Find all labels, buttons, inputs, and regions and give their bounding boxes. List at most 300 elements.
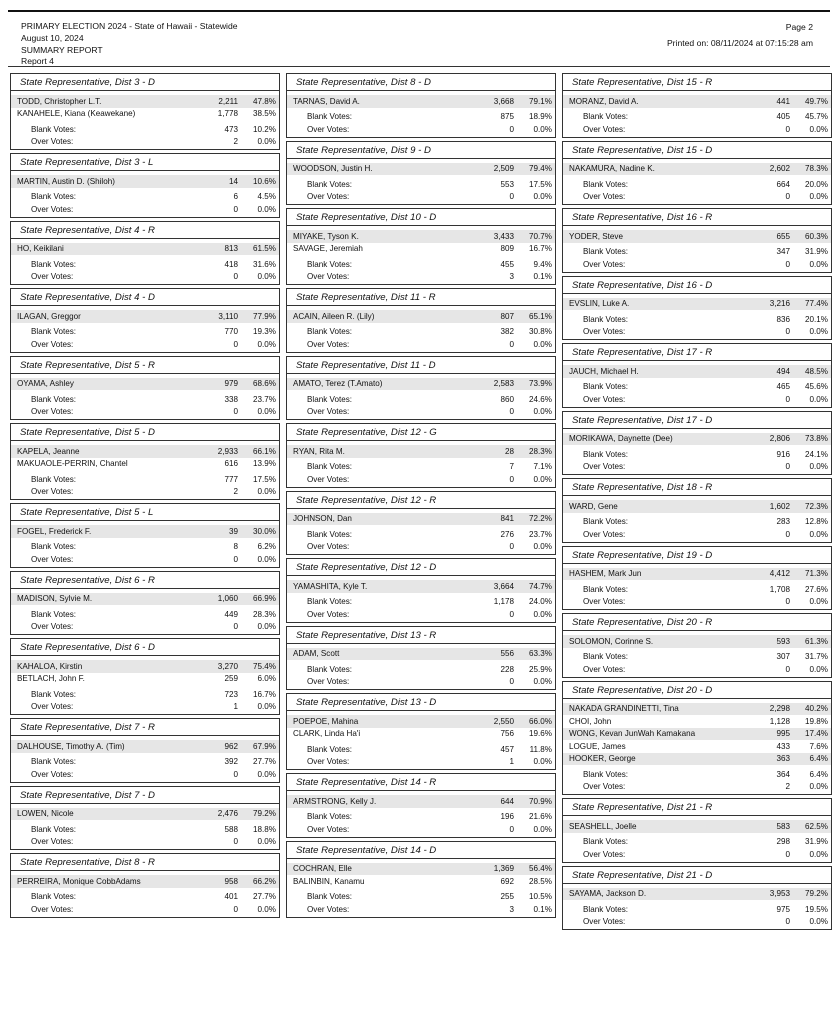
contest-box [286, 558, 556, 623]
candidate-label: SAYAMA, Jackson D. [569, 889, 647, 899]
contest-results [10, 589, 280, 636]
blank-votes-label: Blank Votes: [307, 664, 352, 674]
candidate-row [563, 365, 831, 378]
contest-box [286, 208, 556, 285]
vote-count: 455 [500, 259, 514, 269]
candidate-row [563, 703, 831, 716]
candidate-label: JAUCH, Michael H. [569, 366, 639, 376]
vote-percent: 10.2% [253, 124, 276, 134]
candidate-row [563, 568, 831, 581]
vote-count: 593 [776, 636, 790, 646]
vote-count: 0 [785, 917, 790, 927]
vote-percent: 0.0% [257, 137, 276, 147]
contest-title: State Representative, Dist 13 - R [286, 626, 556, 644]
vote-count: 616 [224, 459, 238, 469]
over-votes-row [287, 676, 555, 689]
candidate-label: KAHALOA, Kirstin [17, 661, 83, 671]
vote-percent: 0.0% [809, 394, 828, 404]
over-votes-row [287, 903, 555, 916]
vote-count: 283 [776, 517, 790, 527]
election-date: August 10, 2024 [21, 32, 84, 43]
over-votes-label: Over Votes: [307, 124, 350, 134]
vote-percent: 30.8% [529, 327, 552, 337]
candidate-label: JOHNSON, Dan [293, 514, 352, 524]
contest-box [286, 141, 556, 206]
blank-votes-label: Blank Votes: [583, 247, 628, 257]
vote-percent: 10.6% [253, 176, 276, 186]
over-votes-label: Over Votes: [583, 917, 626, 927]
blank-votes-row [287, 393, 555, 406]
over-votes-row [563, 393, 831, 406]
vote-percent: 68.6% [253, 379, 276, 389]
vote-count: 0 [233, 339, 238, 349]
contest-title: State Representative, Dist 7 - D [10, 786, 280, 804]
vote-count: 841 [500, 514, 514, 524]
vote-count: 0 [233, 204, 238, 214]
vote-count: 875 [500, 112, 514, 122]
blank-votes-label: Blank Votes: [31, 192, 76, 202]
results-column-2 [286, 73, 556, 921]
contest-title: State Representative, Dist 14 - R [286, 773, 556, 791]
blank-votes-label: Blank Votes: [583, 517, 628, 527]
contest-results [10, 171, 280, 218]
over-votes-row [11, 486, 279, 499]
contest-results [10, 804, 280, 851]
candidate-row [563, 298, 831, 311]
vote-count: 3 [509, 904, 514, 914]
vote-percent: 61.3% [805, 636, 828, 646]
vote-percent: 16.7% [529, 244, 552, 254]
vote-percent: 70.9% [529, 796, 552, 806]
vote-count: 860 [500, 394, 514, 404]
contest-title: State Representative, Dist 9 - D [286, 141, 556, 159]
contest-title: State Representative, Dist 5 - D [10, 423, 280, 441]
contest-box [562, 73, 832, 138]
over-votes-row [563, 848, 831, 861]
contest-title: State Representative, Dist 6 - R [10, 571, 280, 589]
contest-results [562, 816, 832, 863]
candidate-row [287, 230, 555, 243]
over-votes-row [287, 123, 555, 136]
vote-percent: 24.1% [805, 449, 828, 459]
vote-count: 449 [224, 609, 238, 619]
candidate-label: MIYAKE, Tyson K. [293, 231, 359, 241]
blank-votes-label: Blank Votes: [31, 542, 76, 552]
vote-count: 995 [776, 729, 790, 739]
blank-votes-row [563, 583, 831, 596]
blank-votes-label: Blank Votes: [31, 327, 76, 337]
contest-title: State Representative, Dist 18 - R [562, 478, 832, 496]
vote-percent: 0.0% [809, 327, 828, 337]
blank-votes-row [11, 756, 279, 769]
vote-percent: 18.9% [529, 112, 552, 122]
vote-count: 473 [224, 124, 238, 134]
vote-percent: 0.0% [533, 677, 552, 687]
vote-count: 433 [776, 741, 790, 751]
vote-percent: 72.2% [529, 514, 552, 524]
contest-results [10, 871, 280, 918]
blank-votes-label: Blank Votes: [31, 124, 76, 134]
vote-count: 692 [500, 876, 514, 886]
vote-count: 962 [224, 741, 238, 751]
contest-box [286, 773, 556, 838]
vote-percent: 0.0% [257, 769, 276, 779]
over-votes-label: Over Votes: [307, 192, 350, 202]
candidate-row [563, 753, 831, 766]
vote-percent: 40.2% [805, 704, 828, 714]
vote-count: 0 [509, 542, 514, 552]
vote-percent: 48.5% [805, 366, 828, 376]
contest-title: State Representative, Dist 15 - R [562, 73, 832, 91]
vote-count: 0 [509, 339, 514, 349]
candidate-row [287, 875, 555, 888]
candidate-row [287, 163, 555, 176]
over-votes-row [11, 203, 279, 216]
vote-count: 0 [233, 272, 238, 282]
contest-box [10, 786, 280, 851]
over-votes-row [287, 271, 555, 284]
candidate-row [11, 740, 279, 753]
blank-votes-label: Blank Votes: [583, 179, 628, 189]
blank-votes-label: Blank Votes: [583, 584, 628, 594]
vote-percent: 27.7% [253, 892, 276, 902]
over-votes-row [11, 271, 279, 284]
contest-box [286, 693, 556, 770]
candidate-label: HO, Keikilani [17, 244, 64, 254]
blank-votes-label: Blank Votes: [583, 769, 628, 779]
contest-box [286, 626, 556, 691]
candidate-label: RYAN, Rita M. [293, 446, 345, 456]
vote-count: 494 [776, 366, 790, 376]
over-votes-row [563, 528, 831, 541]
vote-percent: 0.0% [257, 487, 276, 497]
vote-count: 0 [233, 904, 238, 914]
election-title: PRIMARY ELECTION 2024 - State of Hawaii - Statewide [21, 21, 238, 31]
vote-percent: 0.0% [257, 339, 276, 349]
vote-count: 0 [785, 124, 790, 134]
blank-votes-label: Blank Votes: [307, 462, 352, 472]
contest-box [10, 221, 280, 286]
vote-count: 975 [776, 904, 790, 914]
vote-percent: 31.9% [805, 247, 828, 257]
vote-count: 2 [233, 487, 238, 497]
blank-votes-row [11, 258, 279, 271]
contest-box [10, 423, 280, 500]
over-votes-row [563, 663, 831, 676]
over-votes-label: Over Votes: [31, 407, 74, 417]
vote-percent: 0.0% [809, 529, 828, 539]
vote-count: 0 [509, 824, 514, 834]
contest-title: State Representative, Dist 21 - R [562, 798, 832, 816]
over-votes-label: Over Votes: [307, 904, 350, 914]
vote-count: 2 [233, 137, 238, 147]
candidate-row [287, 795, 555, 808]
over-votes-label: Over Votes: [583, 597, 626, 607]
blank-votes-label: Blank Votes: [583, 904, 628, 914]
candidate-label: PERREIRA, Monique CobbAdams [17, 876, 141, 886]
vote-percent: 67.9% [253, 741, 276, 751]
vote-percent: 0.0% [809, 192, 828, 202]
over-votes-row [11, 338, 279, 351]
vote-percent: 0.0% [257, 204, 276, 214]
candidate-label: HASHEM, Mark Jun [569, 569, 642, 579]
blank-votes-label: Blank Votes: [583, 652, 628, 662]
contest-box [286, 423, 556, 488]
vote-percent: 65.1% [529, 311, 552, 321]
vote-count: 3,433 [493, 231, 514, 241]
blank-votes-row [287, 891, 555, 904]
contest-title: State Representative, Dist 17 - D [562, 411, 832, 429]
blank-votes-row [563, 246, 831, 259]
vote-percent: 0.0% [257, 904, 276, 914]
vote-percent: 25.9% [529, 664, 552, 674]
over-votes-label: Over Votes: [583, 259, 626, 269]
vote-count: 276 [500, 529, 514, 539]
over-votes-row [11, 621, 279, 634]
vote-count: 1,369 [493, 864, 514, 874]
over-votes-label: Over Votes: [583, 394, 626, 404]
contest-box [562, 208, 832, 273]
vote-count: 836 [776, 314, 790, 324]
vote-percent: 27.6% [805, 584, 828, 594]
vote-percent: 0.0% [257, 407, 276, 417]
vote-count: 3,216 [769, 299, 790, 309]
contest-results [286, 509, 556, 556]
vote-count: 347 [776, 247, 790, 257]
candidate-label: NAKADA GRANDINETTI, Tina [569, 704, 679, 714]
vote-count: 3,664 [493, 581, 514, 591]
vote-count: 770 [224, 327, 238, 337]
over-votes-row [11, 553, 279, 566]
contest-results [10, 239, 280, 286]
over-votes-label: Over Votes: [307, 824, 350, 834]
candidate-label: NAKAMURA, Nadine K. [569, 164, 655, 174]
vote-count: 14 [228, 176, 238, 186]
vote-count: 958 [224, 876, 238, 886]
blank-votes-row [563, 651, 831, 664]
vote-count: 553 [500, 179, 514, 189]
over-votes-label: Over Votes: [583, 664, 626, 674]
candidate-row [287, 310, 555, 323]
vote-count: 756 [500, 729, 514, 739]
vote-count: 979 [224, 379, 238, 389]
vote-percent: 6.4% [809, 769, 828, 779]
blank-votes-label: Blank Votes: [583, 382, 628, 392]
vote-percent: 73.9% [529, 379, 552, 389]
candidate-label: OYAMA, Ashley [17, 379, 74, 389]
over-votes-row [563, 781, 831, 794]
contest-results [562, 226, 832, 273]
vote-count: 0 [785, 849, 790, 859]
blank-votes-row [563, 381, 831, 394]
vote-percent: 61.5% [253, 244, 276, 254]
blank-votes-row [11, 393, 279, 406]
candidate-label: TARNAS, David A. [293, 96, 360, 106]
vote-percent: 0.0% [533, 339, 552, 349]
contest-results [286, 306, 556, 353]
over-votes-label: Over Votes: [307, 677, 350, 687]
blank-votes-row [11, 123, 279, 136]
contest-results [286, 374, 556, 421]
candidate-label: COCHRAN, Elle [293, 864, 352, 874]
contest-box [562, 798, 832, 863]
vote-percent: 16.7% [253, 689, 276, 699]
candidate-row [11, 95, 279, 108]
candidate-row [11, 808, 279, 821]
candidate-label: EVSLIN, Luke A. [569, 299, 630, 309]
vote-count: 0 [233, 407, 238, 417]
blank-votes-row [287, 326, 555, 339]
contest-results [10, 91, 280, 150]
contest-box [562, 276, 832, 341]
candidate-row [563, 715, 831, 728]
over-votes-row [11, 701, 279, 714]
results-column-1 [10, 73, 280, 921]
contest-title: State Representative, Dist 8 - R [10, 853, 280, 871]
contest-box [286, 491, 556, 556]
contest-title: State Representative, Dist 4 - R [10, 221, 280, 239]
blank-votes-row [563, 836, 831, 849]
candidate-row [563, 230, 831, 243]
vote-count: 1 [509, 757, 514, 767]
vote-percent: 19.6% [529, 729, 552, 739]
over-votes-row [11, 903, 279, 916]
vote-count: 0 [785, 394, 790, 404]
vote-percent: 6.0% [257, 674, 276, 684]
contest-box [562, 343, 832, 408]
blank-votes-label: Blank Votes: [31, 689, 76, 699]
page-number: Page 2 [785, 22, 813, 32]
contest-title: State Representative, Dist 3 - D [10, 73, 280, 91]
blank-votes-label: Blank Votes: [307, 744, 352, 754]
vote-count: 1,602 [769, 501, 790, 511]
over-votes-row [11, 836, 279, 849]
vote-percent: 74.7% [529, 581, 552, 591]
vote-count: 0 [785, 327, 790, 337]
contest-results [10, 441, 280, 500]
over-votes-row [11, 136, 279, 149]
contest-box [10, 638, 280, 715]
vote-percent: 72.3% [805, 501, 828, 511]
vote-percent: 6.4% [809, 754, 828, 764]
candidate-row [11, 875, 279, 888]
over-votes-row [563, 596, 831, 609]
contest-box [562, 478, 832, 543]
vote-percent: 62.5% [805, 821, 828, 831]
vote-count: 0 [233, 622, 238, 632]
vote-percent: 0.0% [809, 597, 828, 607]
blank-votes-label: Blank Votes: [31, 259, 76, 269]
vote-count: 259 [224, 674, 238, 684]
candidate-label: POEPOE, Mahina [293, 716, 359, 726]
over-votes-label: Over Votes: [31, 272, 74, 282]
vote-count: 28 [504, 446, 514, 456]
vote-percent: 19.8% [805, 716, 828, 726]
vote-percent: 0.0% [257, 837, 276, 847]
vote-percent: 31.6% [253, 259, 276, 269]
contest-title: State Representative, Dist 20 - D [562, 681, 832, 699]
candidate-row [11, 458, 279, 471]
contest-box [562, 141, 832, 206]
vote-percent: 77.4% [805, 299, 828, 309]
vote-percent: 63.3% [529, 649, 552, 659]
vote-count: 809 [500, 244, 514, 254]
vote-count: 0 [233, 837, 238, 847]
vote-count: 556 [500, 649, 514, 659]
vote-percent: 0.0% [809, 259, 828, 269]
over-votes-label: Over Votes: [583, 124, 626, 134]
vote-percent: 11.8% [529, 744, 552, 754]
candidate-label: SEASHELL, Joelle [569, 821, 637, 831]
candidate-row [11, 445, 279, 458]
contest-results [286, 159, 556, 206]
vote-count: 0 [233, 769, 238, 779]
candidate-label: TODD, Christopher L.T. [17, 96, 102, 106]
candidate-label: CHOI, John [569, 716, 612, 726]
vote-percent: 45.6% [805, 382, 828, 392]
contest-results [286, 791, 556, 838]
over-votes-label: Over Votes: [31, 487, 74, 497]
vote-count: 0 [785, 462, 790, 472]
candidate-row [287, 445, 555, 458]
vote-count: 664 [776, 179, 790, 189]
contest-results [10, 656, 280, 715]
vote-percent: 9.4% [533, 259, 552, 269]
blank-votes-label: Blank Votes: [583, 449, 628, 459]
candidate-row [287, 863, 555, 876]
vote-percent: 60.3% [805, 231, 828, 241]
contest-title: State Representative, Dist 6 - D [10, 638, 280, 656]
vote-count: 0 [509, 677, 514, 687]
contest-box [10, 73, 280, 150]
vote-count: 3,270 [217, 661, 238, 671]
candidate-row [11, 243, 279, 256]
vote-count: 405 [776, 112, 790, 122]
blank-votes-row [287, 258, 555, 271]
contest-title: State Representative, Dist 12 - D [286, 558, 556, 576]
vote-percent: 0.0% [533, 609, 552, 619]
vote-count: 1,778 [217, 109, 238, 119]
contest-box [10, 503, 280, 568]
vote-count: 2,806 [769, 434, 790, 444]
vote-count: 0 [785, 529, 790, 539]
blank-votes-row [287, 743, 555, 756]
contest-results [562, 564, 832, 611]
vote-percent: 0.0% [809, 917, 828, 927]
vote-percent: 79.4% [529, 164, 552, 174]
candidate-row [563, 820, 831, 833]
vote-percent: 45.7% [805, 112, 828, 122]
blank-votes-label: Blank Votes: [307, 259, 352, 269]
vote-percent: 0.0% [533, 542, 552, 552]
vote-percent: 66.0% [529, 716, 552, 726]
contest-title: State Representative, Dist 16 - R [562, 208, 832, 226]
vote-percent: 30.0% [253, 526, 276, 536]
vote-percent: 49.7% [805, 96, 828, 106]
contest-results [10, 306, 280, 353]
contest-box [10, 853, 280, 918]
vote-count: 583 [776, 821, 790, 831]
contest-title: State Representative, Dist 3 - L [10, 153, 280, 171]
vote-count: 401 [224, 892, 238, 902]
contest-results [10, 736, 280, 783]
over-votes-label: Over Votes: [307, 272, 350, 282]
vote-percent: 17.5% [529, 179, 552, 189]
vote-count: 916 [776, 449, 790, 459]
contest-title: State Representative, Dist 7 - R [10, 718, 280, 736]
vote-percent: 6.2% [257, 542, 276, 552]
contest-title: State Representative, Dist 4 - D [10, 288, 280, 306]
